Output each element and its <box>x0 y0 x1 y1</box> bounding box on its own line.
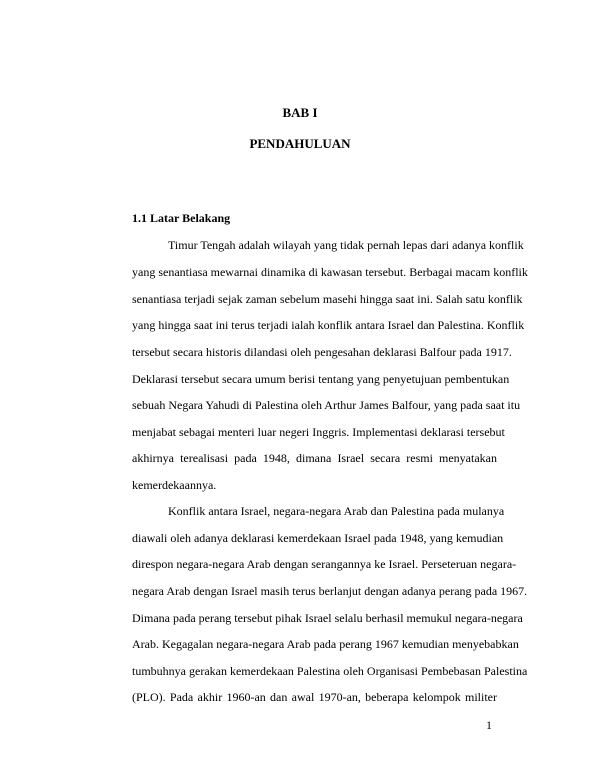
page-number: 1 <box>486 718 492 732</box>
paragraph-line: senantiasa terjadi sejak zaman sebelum masehi hingga saat ini. Salah satu konflik <box>132 292 523 306</box>
paragraph-line: kemerdekaannya. <box>132 478 217 492</box>
paragraph-line: yang hingga saat ini terus terjadi ialah konflik antara Israel dan Palestina. Konflik <box>132 318 525 332</box>
paragraph-line: diawali oleh adanya deklarasi kemerdekaan Israel pada 1948, yang kemudian <box>132 531 504 545</box>
paragraph-line: negara Arab dengan Israel masih terus berlanjut dengan adanya perang pada 1967. <box>132 584 528 598</box>
section-heading: 1.1 Latar Belakang <box>132 211 231 225</box>
paragraph-line: akhirnya terealisasi pada 1948, dimana Israel secara resmi menyatakan <box>132 451 497 465</box>
paragraph-line: tersebut secara historis dilandasi oleh pengesahan deklarasi Balfour pada 1917. <box>132 345 512 359</box>
paragraph-line: direspon negara-negara Arab dengan serangannya ke Israel. Perseteruan negara- <box>132 557 517 571</box>
paragraph-line: Deklarasi tersebut secara umum berisi tentang yang penyetujuan pembentukan <box>132 372 510 386</box>
paragraph-line: Timur Tengah adalah wilayah yang tidak pernah lepas dari adanya konflik <box>168 238 524 252</box>
paragraph-line: Konflik antara Israel, negara-negara Arab dan Palestina pada mulanya <box>168 504 505 518</box>
chapter-number: BAB I <box>282 105 318 120</box>
paragraph-line: Arab. Kegagalan negara-negara Arab pada perang 1967 kemudian menyebabkan <box>132 637 519 651</box>
paragraph-line: Dimana pada perang tersebut pihak Israel selalu berhasil memukul negara-negara <box>132 611 523 625</box>
chapter-title: PENDAHULUAN <box>249 136 351 151</box>
paragraph-line: menjabat sebagai menteri luar negeri Inggris. Implementasi deklarasi tersebut <box>132 425 505 439</box>
paragraph-line: tumbuhnya gerakan kemerdekaan Palestina oleh Organisasi Pembebasan Palestina <box>132 664 528 678</box>
paragraph-line: (PLO). Pada akhir 1960-an dan awal 1970-an, beberapa kelompok militer <box>132 690 497 704</box>
paragraph-line: yang senantiasa mewarnai dinamika di kawasan tersebut. Berbagai macam konflik <box>132 265 528 279</box>
paragraph-line: sebuah Negara Yahudi di Palestina oleh Arthur James Balfour, yang pada saat itu <box>132 398 521 412</box>
